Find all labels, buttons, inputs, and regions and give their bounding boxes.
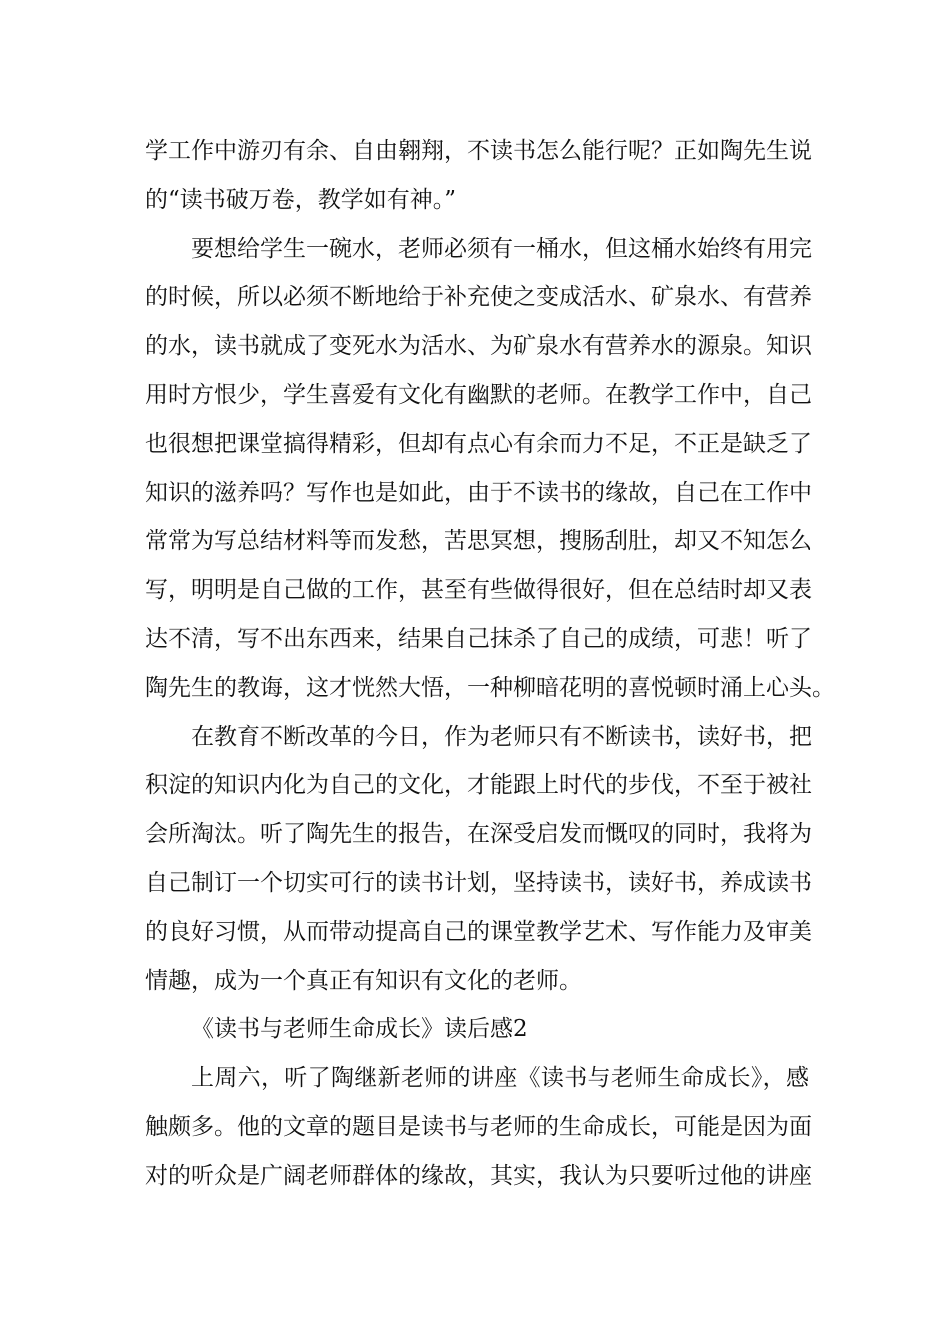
section-heading: 《读书与老师生命成长》读后感2 [191, 1016, 528, 1043]
text-line: 的“读书破万卷，教学如有神。” [145, 186, 457, 213]
text-line: 自己制订一个切实可行的读书计划，坚持读书，读好书，养成读书 [145, 869, 812, 896]
paragraph-first-line: 要想给学生一碗水，老师必须有一桶水，但这桶水始终有用完 [191, 235, 812, 262]
text-line: 的良好习惯，从而带动提高自己的课堂教学艺术、写作能力及审美 [145, 918, 812, 945]
text-line: 知识的滋养吗？写作也是如此，由于不读书的缘故，自己在工作中 [145, 479, 812, 506]
document-body [145, 127, 835, 1201]
paragraph-first-line: 在教育不断改革的今日，作为老师只有不断读书，读好书，把 [191, 723, 812, 750]
text-line: 达不清，写不出东西来，结果自己抹杀了自己的成绩，可悲！听了 [145, 625, 812, 652]
text-line: 常常为写总结材料等而发愁，苦思冥想，搜肠刮肚，却又不知怎么 [145, 528, 812, 555]
text-line: 的水，读书就成了变死水为活水、为矿泉水有营养水的源泉。知识 [145, 333, 812, 360]
text-line: 触颇多。他的文章的题目是读书与老师的生命成长，可能是因为面 [145, 1113, 812, 1140]
paragraph-first-line: 上周六，听了陶继新老师的讲座《读书与老师生命成长》，感 [191, 1065, 809, 1092]
text-line: 用时方恨少，学生喜爱有文化有幽默的老师。在教学工作中，自己 [145, 381, 812, 408]
text-line: 也很想把课堂搞得精彩，但却有点心有余而力不足，不正是缺乏了 [145, 430, 812, 457]
text-line: 对的听众是广阔老师群体的缘故，其实，我认为只要听过他的讲座 [145, 1162, 812, 1189]
text-line: 积淀的知识内化为自己的文化，才能跟上时代的步伐，不至于被社 [145, 772, 812, 799]
text-line: 写，明明是自己做的工作，甚至有些做得很好，但在总结时却又表 [145, 577, 812, 604]
text-line: 情趣，成为一个真正有知识有文化的老师。 [145, 967, 582, 994]
text-line: 会所淘汰。听了陶先生的报告，在深受启发而慨叹的同时，我将为 [145, 821, 812, 848]
text-line: 陶先生的教诲，这才恍然大悟，一种柳暗花明的喜悦顿时涌上心头。 [145, 674, 835, 701]
text-line: 学工作中游刃有余、自由翱翔，不读书怎么能行呢？正如陶先生说 [145, 138, 812, 164]
text-line: 的时候，所以必须不断地给于补充使之变成活水、矿泉水、有营养 [145, 284, 812, 311]
